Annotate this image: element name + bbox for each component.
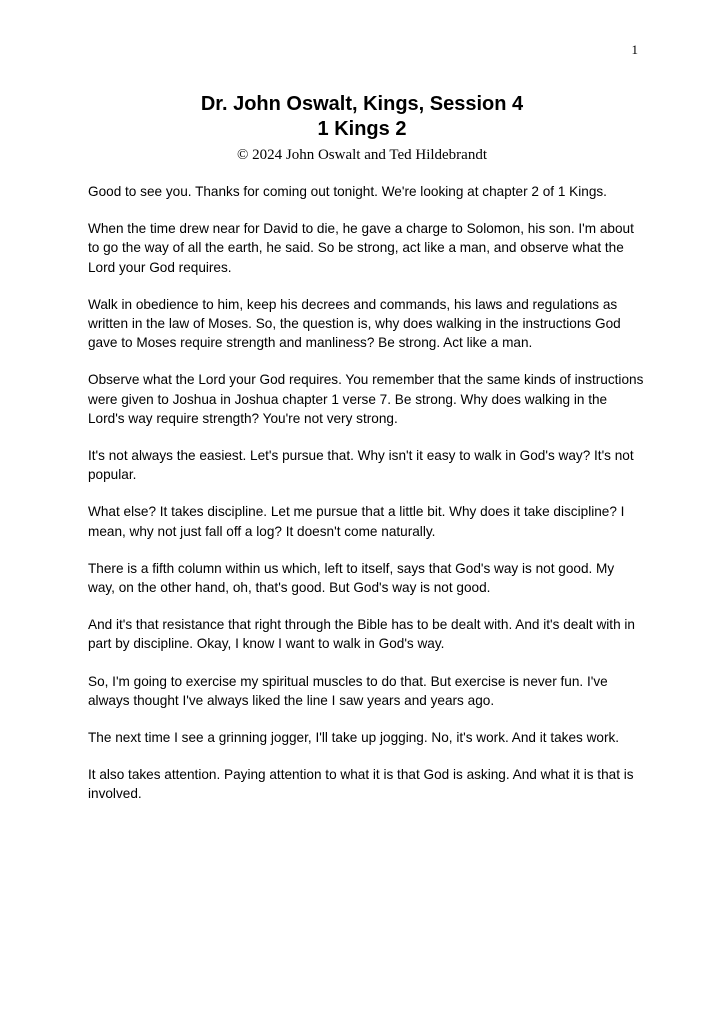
- page-number: 1: [631, 42, 638, 57]
- paragraph: Observe what the Lord your God requires. You remember that the same kinds of instructions were given to Joshua in Joshua chapter 1 verse 7. Be strong. Why does walking in the Lord's way require strength? You're not very strong.: [88, 372, 644, 426]
- paragraph: There is a fifth column within us which, left to itself, says that God's way is not good. My way, on the other hand, oh, that's good. But God's way is not good.: [88, 560, 615, 596]
- paragraph: The next time I see a grinning jogger, I'll take up jogging. No, it's work. And it takes work.: [88, 730, 620, 746]
- paragraph: Good to see you. Thanks for coming out tonight. We're looking at chapter 2 of 1 Kings.: [88, 184, 607, 199]
- document-subtitle: 1 Kings 2: [317, 118, 407, 140]
- paragraph: So, I'm going to exercise my spiritual muscles to do that. But exercise is never fun. I've always thought I've always liked the line I saw years and years ago.: [88, 673, 608, 708]
- paragraph: It's not always the easiest. Let's pursue that. Why isn't it easy to walk in God's way? It's not popular.: [88, 448, 634, 483]
- paragraph: And it's that resistance that right through the Bible has to be dealt with. And it's dealt with in part by discipline. Okay, I know I want to walk in God's way.: [88, 617, 635, 652]
- paragraph: What else? It takes discipline. Let me pursue that a little bit. Why does it take discipline? I mean, why not just fall off a log? It doesn't come naturally.: [88, 504, 625, 539]
- paragraph: It also takes attention. Paying attention to what it is that God is asking. And what it is that is involved.: [88, 767, 634, 802]
- document-title: Dr. John Oswalt, Kings, Session 4: [200, 93, 524, 115]
- paragraph: Walk in obedience to him, keep his decrees and commands, his laws and regulations as written in the law of Moses. So, the question is, why does walking in the instructions God gave to Moses require strength and manliness? Be strong. Act like a man.: [88, 296, 621, 351]
- copyright-line: © 2024 John Oswalt and Ted Hildebrandt: [236, 147, 488, 163]
- paragraph: When the time drew near for David to die, he gave a charge to Solomon, his son. I'm about to go the way of all the earth, he said. So be strong, act like a man, and observe what the Lord your God requires.: [88, 221, 634, 275]
- document-body: [88, 182, 644, 822]
